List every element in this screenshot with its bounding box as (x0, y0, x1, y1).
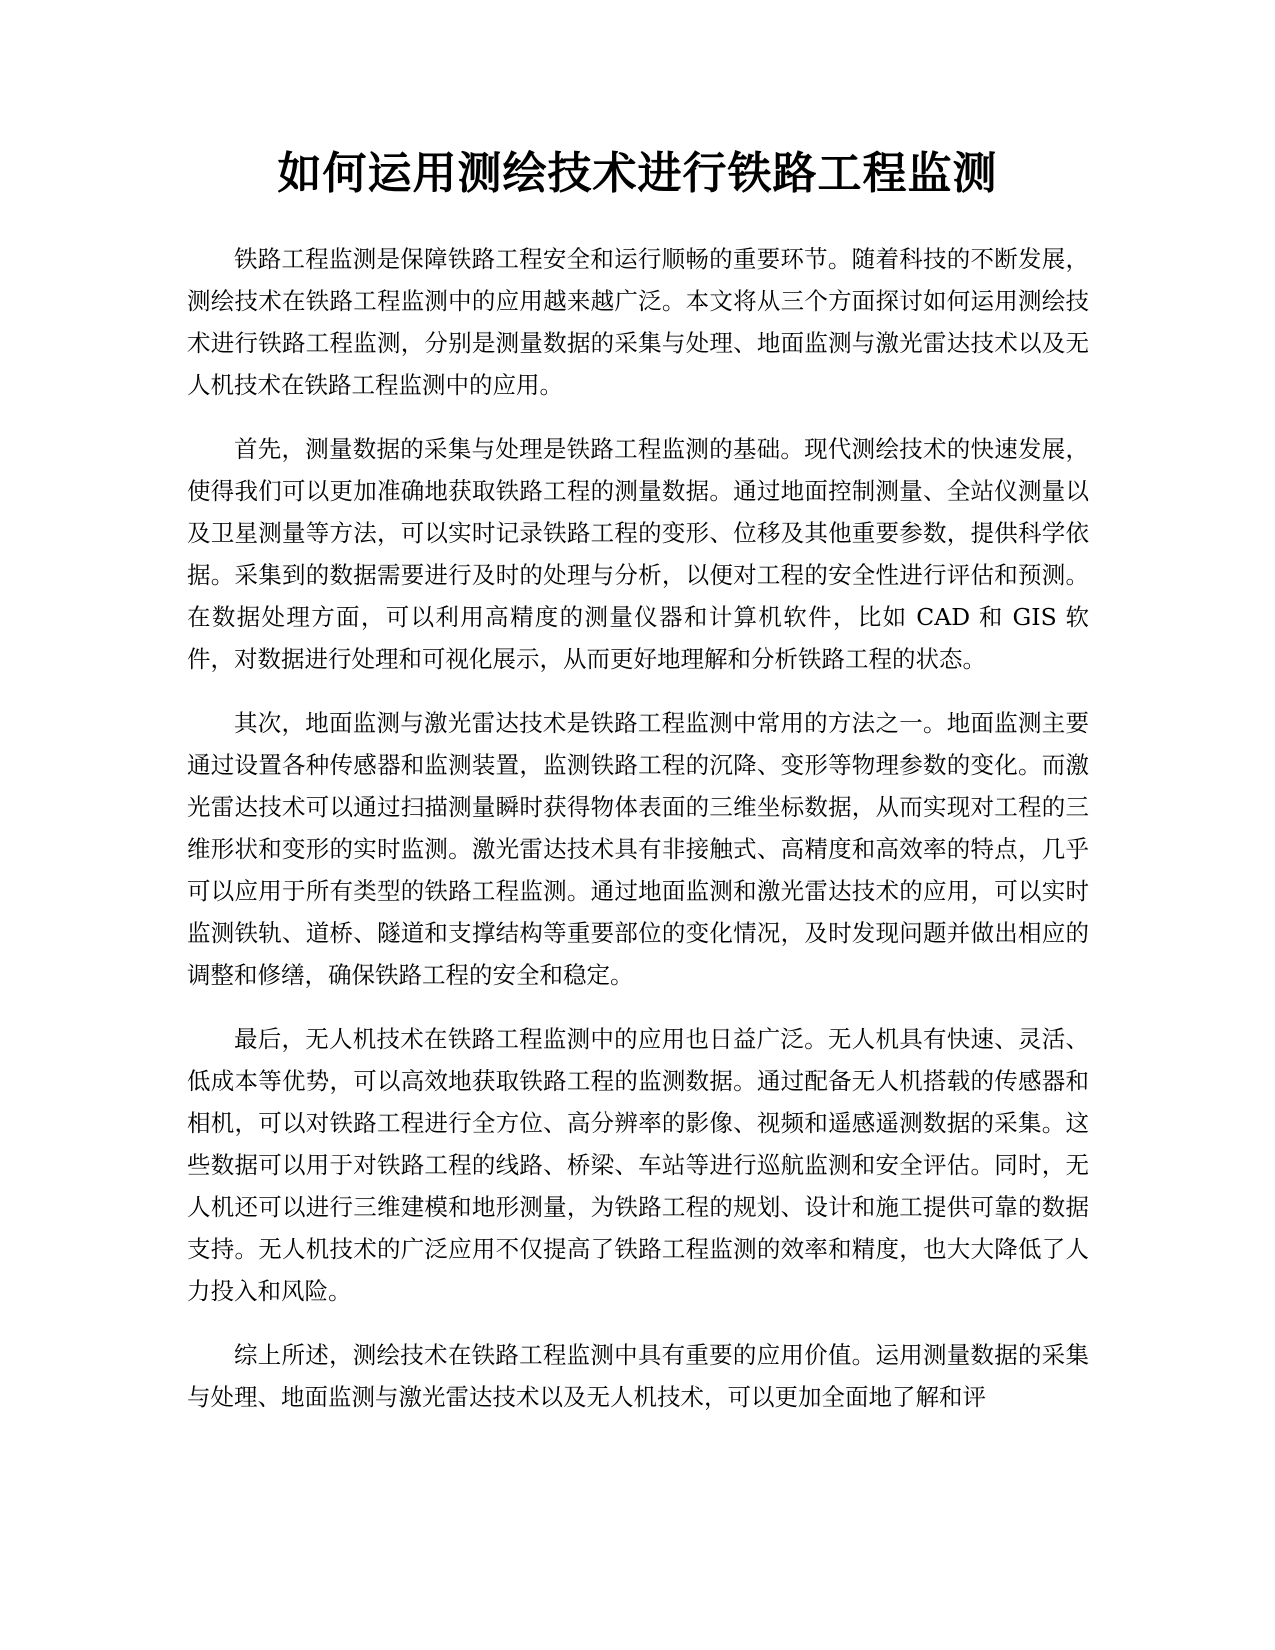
paragraph-intro: 铁路工程监测是保障铁路工程安全和运行顺畅的重要环节。随着科技的不断发展，测绘技术在铁路工程监测中的应用越来越广泛。本文将从三个方面探讨如何运用测绘技术进行铁路工程监测，分别是测量数据的采集与处理、地面监测与激光雷达技术以及无人机技术在铁路工程监测中的应用。 (187, 245, 1089, 399)
paragraph-ground-lidar: 其次，地面监测与激光雷达技术是铁路工程监测中常用的方法之一。地面监测主要通过设置各种传感器和监测装置，监测铁路工程的沉降、变形等物理参数的变化。而激光雷达技术可以通过扫描测量瞬时获得物体表面的三维坐标数据，从而实现对工程的三维形状和变形的实时监测。激光雷达技术具有非接触式、高精度和高效率的特点，几乎可以应用于所有类型的铁路工程监测。通过地面监测和激光雷达技术的应用，可以实时监测铁轨、道桥、隧道和支撑结构等重要部位的变化情况，及时发现问题并做出相应的调整和修缮，确保铁路工程的安全和稳定。 (187, 709, 1089, 989)
document-body (187, 238, 1089, 1440)
paragraph-summary: 综上所述，测绘技术在铁路工程监测中具有重要的应用价值。运用测量数据的采集与处理、地面监测与激光雷达技术以及无人机技术，可以更加全面地了解和评 (187, 1341, 1089, 1411)
paragraph-data-collection: 首先，测量数据的采集与处理是铁路工程监测的基础。现代测绘技术的快速发展，使得我们可以更加准确地获取铁路工程的测量数据。通过地面控制测量、全站仪测量以及卫星测量等方法，可以实时记录铁路工程的变形、位移及其他重要参数，提供科学依据。采集到的数据需要进行及时的处理与分析，以便对工程的安全性进行评估和预测。在数据处理方面，可以利用高精度的测量仪器和计算机软件，比如 CAD 和 GIS 软件，对数据进行处理和可视化展示，从而更好地理解和分析铁路工程的状态。 (187, 435, 1089, 673)
document-title: 如何运用测绘技术进行铁路工程监测 (277, 148, 998, 199)
paragraph-drone: 最后，无人机技术在铁路工程监测中的应用也日益广泛。无人机具有快速、灵活、低成本等优势，可以高效地获取铁路工程的监测数据。通过配备无人机搭载的传感器和相机，可以对铁路工程进行全方位、高分辨率的影像、视频和遥感遥测数据的采集。这些数据可以用于对铁路工程的线路、桥梁、车站等进行巡航监测和安全评估。同时，无人机还可以进行三维建模和地形测量，为铁路工程的规划、设计和施工提供可靠的数据支持。无人机技术的广泛应用不仅提高了铁路工程监测的效率和精度，也大大降低了人力投入和风险。 (187, 1025, 1089, 1305)
